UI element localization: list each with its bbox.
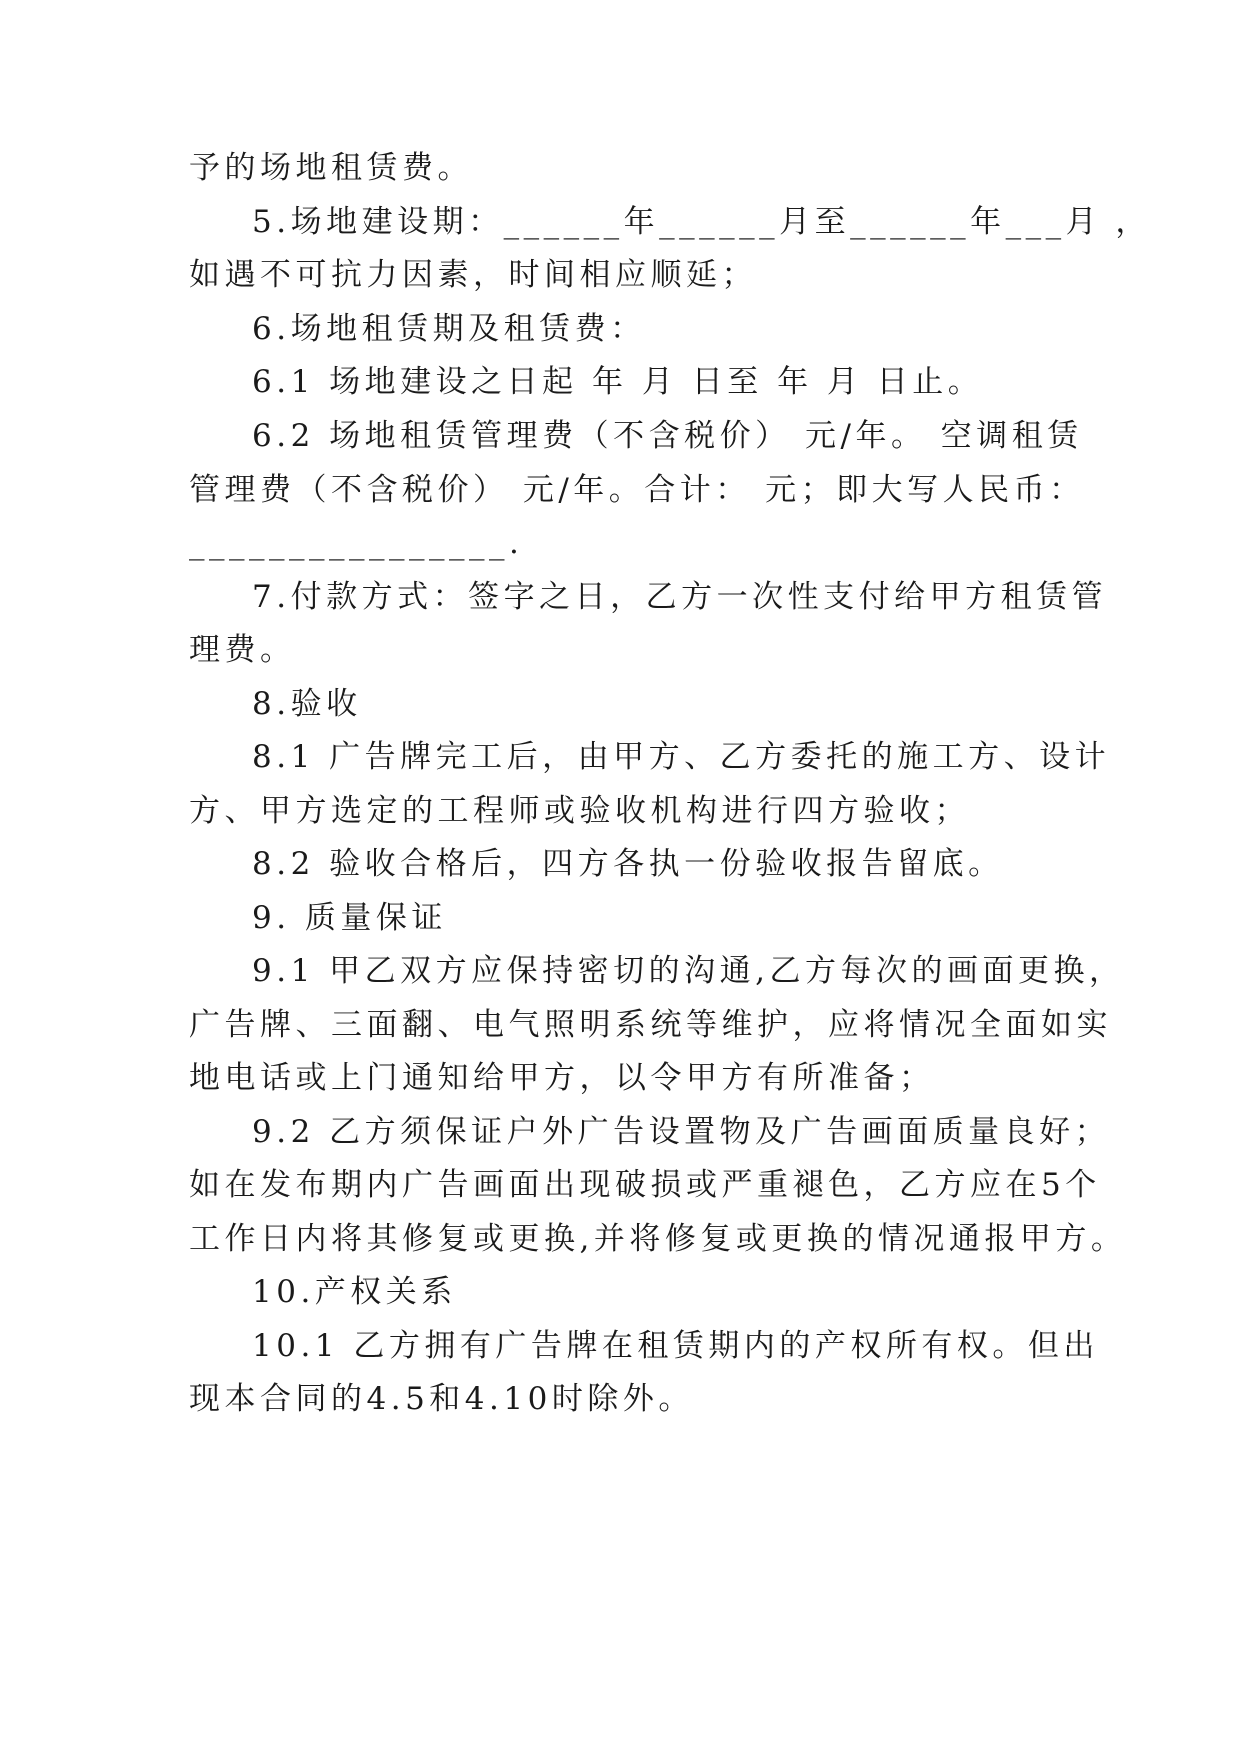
text-line: 地电话或上门通知给甲方，以令甲方有所准备； <box>189 1060 935 1096</box>
text-line: 10.产权关系 <box>252 1274 457 1310</box>
text-line: ________________. <box>189 525 524 561</box>
text-line: 8.2 验收合格后，四方各执一份验收报告留底。 <box>252 846 1004 882</box>
text-line: 6.2 场地租赁管理费（不含税价） 元/年。 空调租赁 <box>252 418 1083 454</box>
text-line: 8.验收 <box>252 686 362 722</box>
text-line: 8.1 广告牌完工后，由甲方、乙方委托的施工方、设计 <box>252 739 1111 775</box>
text-line: 7.付款方式：签字之日，乙方一次性支付给甲方租赁管 <box>252 579 1108 615</box>
text-line: 10.1 乙方拥有广告牌在租赁期内的产权所有权。但出 <box>252 1328 1099 1364</box>
text-line: 5.场地建设期：______年______月至______年___月 ， <box>252 204 1151 240</box>
text-line: 9. 质量保证 <box>252 900 447 936</box>
text-line: 6.场地租赁期及租赁费： <box>252 311 646 347</box>
text-line: 予的场地租赁费。 <box>189 150 473 186</box>
text-line: 9.2 乙方须保证户外广告设置物及广告画面质量良好； <box>252 1114 1111 1150</box>
text-line: 方、甲方选定的工程师或验收机构进行四方验收； <box>189 793 970 829</box>
text-line: 管理费（不含税价） 元/年。合计： 元；即大写人民币： <box>189 472 1085 508</box>
text-line: 如在发布期内广告画面出现破损或严重褪色，乙方应在5个 <box>189 1167 1101 1203</box>
text-line: 如遇不可抗力因素，时间相应顺延； <box>189 257 757 293</box>
text-line: 6.1 场地建设之日起 年 月 日至 年 月 日止。 <box>252 364 984 400</box>
text-line: 理费。 <box>189 632 296 668</box>
text-line: 工作日内将其修复或更换,并将修复或更换的情况通报甲方。 <box>189 1221 1127 1257</box>
text-line: 现本合同的4.5和4.10时除外。 <box>189 1381 694 1417</box>
text-line: 广告牌、三面翻、电气照明系统等维护，应将情况全面如实 <box>189 1007 1112 1043</box>
text-line: 9.1 甲乙双方应保持密切的沟通,乙方每次的画面更换， <box>252 953 1125 989</box>
